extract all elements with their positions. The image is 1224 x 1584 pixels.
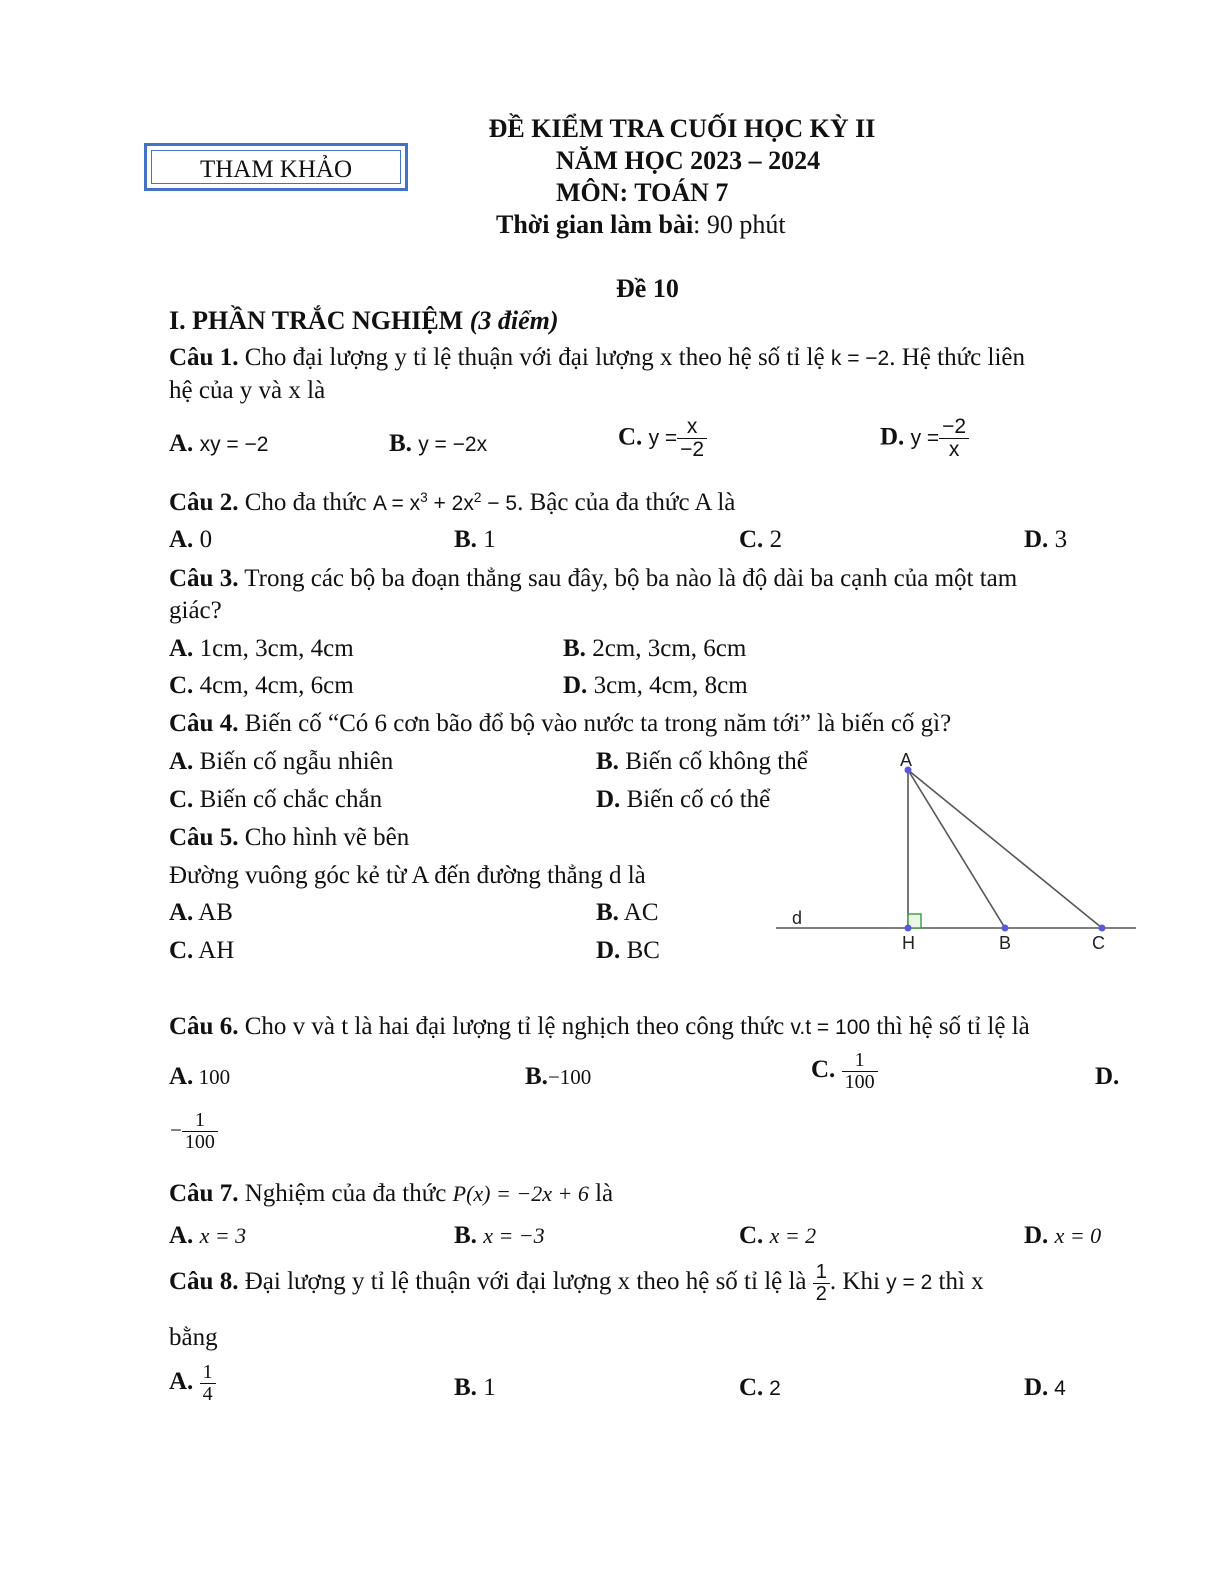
option-label: A.	[169, 899, 194, 926]
option-value: 2cm, 3cm, 6cm	[585, 635, 747, 662]
q8-option-c	[739, 1374, 781, 1402]
q2-option-b	[454, 526, 496, 554]
q8-option-d	[1024, 1374, 1066, 1402]
point-c	[1099, 925, 1106, 932]
geometry-figure	[770, 745, 1150, 960]
option-value: 3	[1048, 526, 1068, 553]
question-label: Câu 2.	[169, 489, 239, 516]
option-value: y =	[910, 426, 940, 450]
question-text: . Khi	[829, 1268, 887, 1296]
q5-option-b	[596, 899, 659, 927]
time-label: Thời gian làm bài	[496, 210, 694, 239]
option-label: D.	[880, 423, 905, 451]
q7-option-d	[1024, 1222, 1101, 1250]
q1-option-d	[880, 416, 969, 461]
fraction-numerator: 1	[182, 1110, 218, 1132]
q5-option-a	[169, 899, 233, 927]
question-2	[169, 489, 735, 517]
option-label: A.	[169, 748, 194, 775]
option-label: D.	[1024, 1374, 1049, 1401]
fraction-numerator: 1	[813, 1262, 830, 1284]
question-label: Câu 1.	[169, 344, 239, 371]
option-label: C.	[169, 786, 194, 813]
subject: MÔN: TOÁN 7	[556, 178, 729, 207]
fraction	[939, 416, 969, 461]
option-label: B.	[596, 899, 619, 926]
option-value: Biến cố chắc chắn	[193, 786, 383, 813]
option-label: C.	[811, 1056, 836, 1084]
exponent: 2	[473, 490, 482, 505]
option-value: Biến cố có thể	[620, 786, 771, 813]
math-part: + 2x	[427, 492, 474, 515]
reference-badge	[144, 143, 408, 191]
question-text: Đại lượng y tỉ lệ thuận với đại lượng x theo hệ số tỉ lệ là	[238, 1268, 813, 1296]
option-label: D.	[563, 672, 588, 699]
school-year: NĂM HỌC 2023 – 2024	[555, 146, 821, 175]
label-b: B	[999, 933, 1012, 953]
option-value: AC	[618, 899, 659, 926]
option-label: B.	[454, 1374, 477, 1401]
question-label: Câu 6.	[169, 1013, 239, 1040]
option-value: 1cm, 3cm, 4cm	[193, 635, 354, 662]
fraction-numerator: 1	[842, 1050, 878, 1072]
option-label: A.	[169, 1063, 194, 1090]
question-label: Câu 7.	[169, 1180, 239, 1207]
question-1-line2: hệ của y và x là	[169, 377, 326, 404]
option-label: D.	[1024, 1222, 1049, 1249]
option-value: 4	[1048, 1377, 1066, 1400]
option-value: y =	[648, 426, 678, 450]
q2-option-d	[1024, 526, 1067, 554]
option-label: C.	[739, 1374, 764, 1401]
math-expression: k = −2	[830, 347, 890, 370]
section-title	[169, 306, 559, 336]
fraction	[200, 1362, 216, 1405]
q6-option-c	[811, 1050, 878, 1093]
option-label: D.	[1024, 526, 1049, 553]
question-text: . Hệ thức liên	[889, 344, 1025, 371]
option-label: A.	[169, 430, 194, 457]
math-expression: y = 2	[886, 1271, 933, 1295]
point-b	[1002, 925, 1009, 932]
option-value: Biến cố ngẫu nhiên	[193, 748, 394, 775]
q3-option-b	[563, 635, 746, 663]
option-label: B.	[454, 526, 477, 553]
question-text: Cho đại lượng y tỉ lệ thuận với đại lượng x theo hệ số tỉ lệ	[238, 344, 831, 371]
fraction-denominator: 4	[202, 1383, 213, 1405]
option-value: y = −2x	[418, 433, 488, 456]
q8-option-b	[454, 1374, 496, 1402]
point-h	[905, 925, 912, 932]
fraction-denominator: 2	[815, 1283, 827, 1305]
q6-option-d-label: D.	[1095, 1063, 1120, 1090]
exponent: 3	[420, 490, 428, 505]
q1-option-a	[169, 430, 268, 458]
q7-option-c	[739, 1222, 816, 1250]
question-text: Trong các bộ ba đoạn thẳng sau đây, bộ ba nào là độ dài ba cạnh của một tam	[238, 565, 1018, 592]
option-value: BC	[620, 937, 660, 964]
segment-ab	[908, 770, 1005, 928]
question-label: Câu 5.	[169, 824, 239, 851]
q3-option-a	[169, 635, 354, 663]
option-label: A.	[169, 635, 194, 662]
option-value: x = 3	[199, 1223, 247, 1248]
badge-text: THAM KHẢO	[199, 156, 353, 183]
time-value: : 90 phút	[693, 210, 786, 239]
q3-option-d	[563, 672, 748, 700]
option-value: 4cm, 4cm, 6cm	[193, 672, 354, 699]
fraction	[677, 416, 707, 461]
question-3	[169, 565, 1017, 593]
question-7	[169, 1180, 613, 1208]
math-expression: v.t = 100	[790, 1016, 871, 1039]
question-8	[169, 1262, 984, 1305]
fraction-denominator: 100	[844, 1071, 875, 1093]
question-text: Nghiệm của đa thức	[238, 1180, 453, 1207]
option-value: 3cm, 4cm, 8cm	[587, 672, 748, 699]
option-value: 1	[476, 1374, 496, 1401]
q2-option-c	[739, 526, 782, 554]
question-text: Biến cố “Có 6 cơn bão đổ bộ vào nước ta trong năm tới” là biến cố gì?	[238, 710, 952, 737]
question-text: Cho đa thức	[238, 489, 373, 516]
option-label: B.	[454, 1222, 477, 1249]
option-label: C.	[739, 1222, 764, 1249]
option-value: −100	[547, 1065, 592, 1089]
question-3-line2: giác?	[169, 597, 222, 624]
section-title-text: I. PHẦN TRẮC NGHIỆM	[169, 306, 470, 335]
q2-option-a	[169, 526, 212, 554]
q4-option-c	[169, 786, 382, 814]
fraction	[842, 1050, 878, 1093]
option-value: xy = −2	[199, 433, 269, 456]
minus-sign: −	[170, 1118, 182, 1143]
question-5	[169, 824, 409, 852]
option-value: 2	[763, 1377, 781, 1400]
question-label: Câu 3.	[169, 565, 239, 592]
question-8-line2: bằng	[169, 1324, 218, 1351]
fraction-denominator: x	[948, 438, 960, 462]
option-value: 100	[193, 1065, 231, 1089]
option-label: A.	[169, 1368, 194, 1396]
q6-option-b	[525, 1063, 591, 1091]
question-text: Cho hình vẽ bên	[238, 824, 410, 851]
exam-time	[496, 210, 786, 240]
q1-option-c	[618, 416, 707, 461]
question-text: là	[588, 1180, 614, 1207]
question-text: Cho v và t là hai đại lượng tỉ lệ nghịch theo công thức	[238, 1013, 791, 1040]
q5-option-d	[596, 937, 660, 965]
option-value: AH	[193, 937, 235, 964]
option-value: Biến cố không thể	[618, 748, 808, 775]
question-4	[169, 710, 951, 738]
option-label: C.	[618, 423, 643, 451]
q7-option-b	[454, 1222, 545, 1250]
option-label: B.	[596, 748, 619, 775]
question-label: Câu 8.	[169, 1268, 239, 1296]
option-label: D.	[596, 786, 621, 813]
math-expression: P(x) = −2x + 6	[452, 1181, 589, 1206]
exam-code: Đề 10	[616, 274, 679, 303]
option-label: C.	[169, 672, 194, 699]
option-value: x = 2	[769, 1223, 817, 1248]
fraction-denominator: 100	[184, 1131, 215, 1153]
question-text: thì x	[932, 1268, 984, 1296]
option-label: B.	[563, 635, 586, 662]
option-value: x = −3	[483, 1223, 545, 1248]
option-label: A.	[169, 1222, 194, 1249]
math-expression	[373, 492, 517, 515]
fraction	[182, 1110, 218, 1153]
option-value: x = 0	[1054, 1223, 1102, 1248]
q3-option-c	[169, 672, 354, 700]
option-label: C.	[739, 526, 764, 553]
option-label: B.	[525, 1063, 548, 1090]
segment-ac	[908, 770, 1102, 928]
option-label: B.	[389, 430, 412, 457]
option-label: C.	[169, 937, 194, 964]
fraction-numerator: −2	[939, 416, 969, 439]
q6-option-d-value	[170, 1110, 218, 1153]
q5-option-c	[169, 937, 234, 965]
question-label: Câu 4.	[169, 710, 239, 737]
q4-option-d	[596, 786, 770, 814]
math-part: A = x	[372, 492, 421, 515]
question-text: . Bậc của đa thức A là	[517, 489, 736, 516]
math-part: − 5	[481, 492, 518, 515]
label-h: H	[902, 933, 915, 953]
q6-option-a	[169, 1063, 230, 1091]
section-points: (3 điểm)	[469, 306, 559, 335]
label-d: d	[792, 908, 803, 928]
question-5-line2: Đường vuông góc kẻ từ A đến đường thẳng d là	[169, 862, 646, 889]
option-label: D.	[596, 937, 621, 964]
label-a: A	[900, 750, 913, 770]
option-value: 2	[763, 526, 783, 553]
fraction-denominator: −2	[680, 438, 705, 462]
fraction-numerator: 1	[200, 1362, 216, 1384]
label-c: C	[1092, 933, 1105, 953]
option-value: 1	[476, 526, 496, 553]
question-text: thì hệ số tỉ lệ là	[870, 1013, 1030, 1040]
exam-title: ĐỀ KIỂM TRA CUỐI HỌC KỲ II	[488, 114, 876, 143]
fraction	[813, 1262, 830, 1305]
option-label: A.	[169, 526, 194, 553]
q7-option-a	[169, 1222, 246, 1250]
question-1	[169, 344, 1025, 372]
fraction-numerator: x	[677, 416, 707, 439]
question-6	[169, 1013, 1030, 1041]
option-value: AB	[193, 899, 233, 926]
q8-option-a	[169, 1362, 216, 1405]
q4-option-a	[169, 748, 393, 776]
option-value: 0	[193, 526, 213, 553]
q1-option-b	[389, 430, 487, 458]
